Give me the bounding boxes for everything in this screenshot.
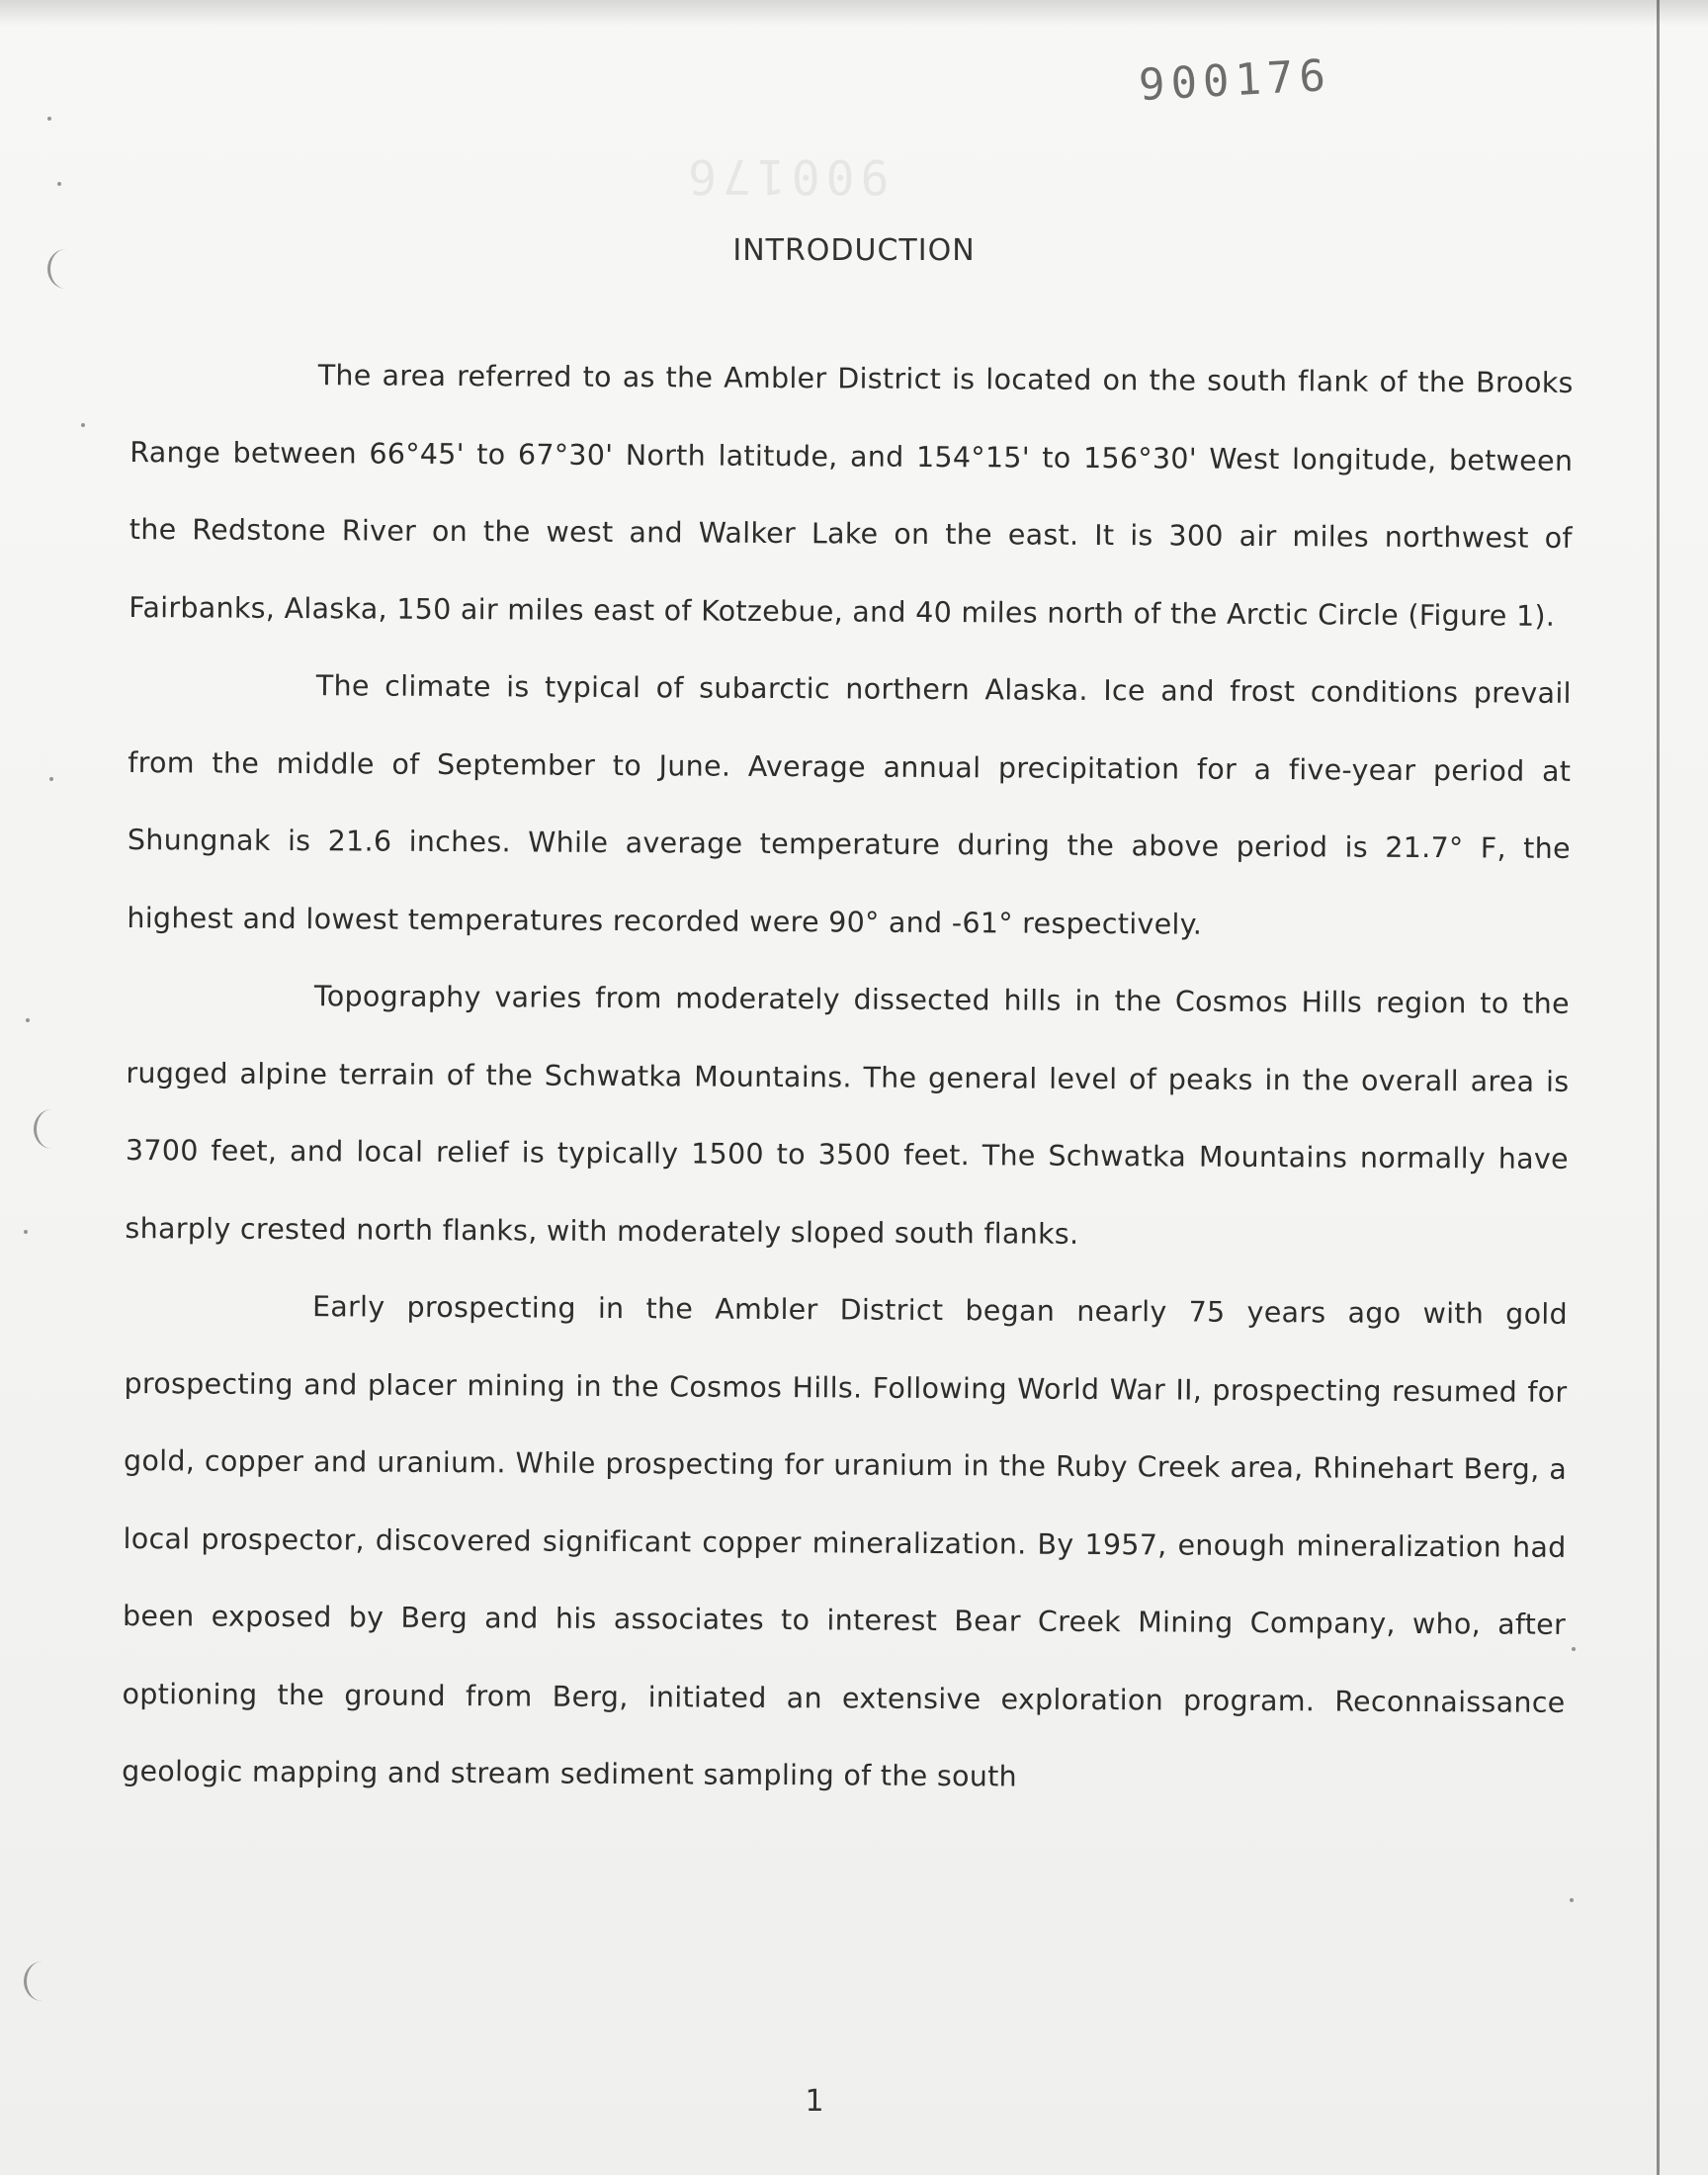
- body-text: [122, 336, 1574, 1819]
- scan-speck: [81, 423, 85, 427]
- paragraph-topography: Topography varies from moderately dissected hills in the Cosmos Hills region to the rugged alpine terrain of the Schwatka Mountains. The general level of peaks in the overall area is 3700 feet, and local relief is typically 1500 to 3500 feet. The Schwatka Mountains normally have sharply crested north flanks, with moderately sloped south flanks.: [125, 980, 1571, 1251]
- scan-speck: [47, 117, 51, 121]
- document-stamp-bleedthrough: 900176: [682, 148, 890, 204]
- document-stamp-number: 900176: [1137, 49, 1333, 112]
- page-title: INTRODUCTION: [732, 233, 976, 268]
- scan-speck: [57, 182, 61, 186]
- scan-speck: [1572, 1647, 1576, 1651]
- scan-speck: [1570, 1898, 1574, 1902]
- paragraph-location: The area referred to as the Ambler District is located on the south flank of the Brooks Range between 66°45' to 67°30' North latitude, and 154°15' to 156°30' West longitude, between the Redstone River on the west and Walker Lake on the east. It is 300 air miles northwest of Fairbanks, Alaska, 150 air miles east of Kotzebue, and 40 miles north of the Arctic Circle (Figure 1).: [128, 359, 1574, 633]
- scan-speck: [26, 1018, 30, 1022]
- scan-right-edge: [1657, 0, 1660, 2175]
- paragraph-climate: The climate is typical of subarctic northern Alaska. Ice and frost conditions prevail from the middle of September to June. Average annual precipitation for a five-year period at Shungnak is 21.6 inches. While average temperature during the above period is 21.7° F, the highest and lowest temperatures recorded were 90° and -61° respectively.: [127, 669, 1572, 941]
- punch-hole-middle: [34, 1109, 70, 1149]
- punch-hole-bottom: [24, 1961, 60, 2001]
- scan-speck: [24, 1230, 28, 1234]
- page-number: 1: [805, 2084, 824, 2119]
- scan-speck: [49, 777, 53, 781]
- paragraph-prospecting-history: Early prospecting in the Ambler District began nearly 75 years ago with gold prospecting and placer mining in the Cosmos Hills. Following World War II, prospecting resumed for gold, copper and uranium. While prospecting for uranium in the Ruby Creek area, Rhinehart Berg, a local prospector, discovered significant copper mineralization. By 1957, enough mineralization had been exposed by Berg and his associates to interest Bear Creek Mining Company, who, after optioning the ground from Berg, initiated an extensive exploration program. Reconnaissance geologic mapping and stream sediment sampling of the south: [122, 1290, 1569, 1793]
- scan-top-shadow: [0, 0, 1708, 26]
